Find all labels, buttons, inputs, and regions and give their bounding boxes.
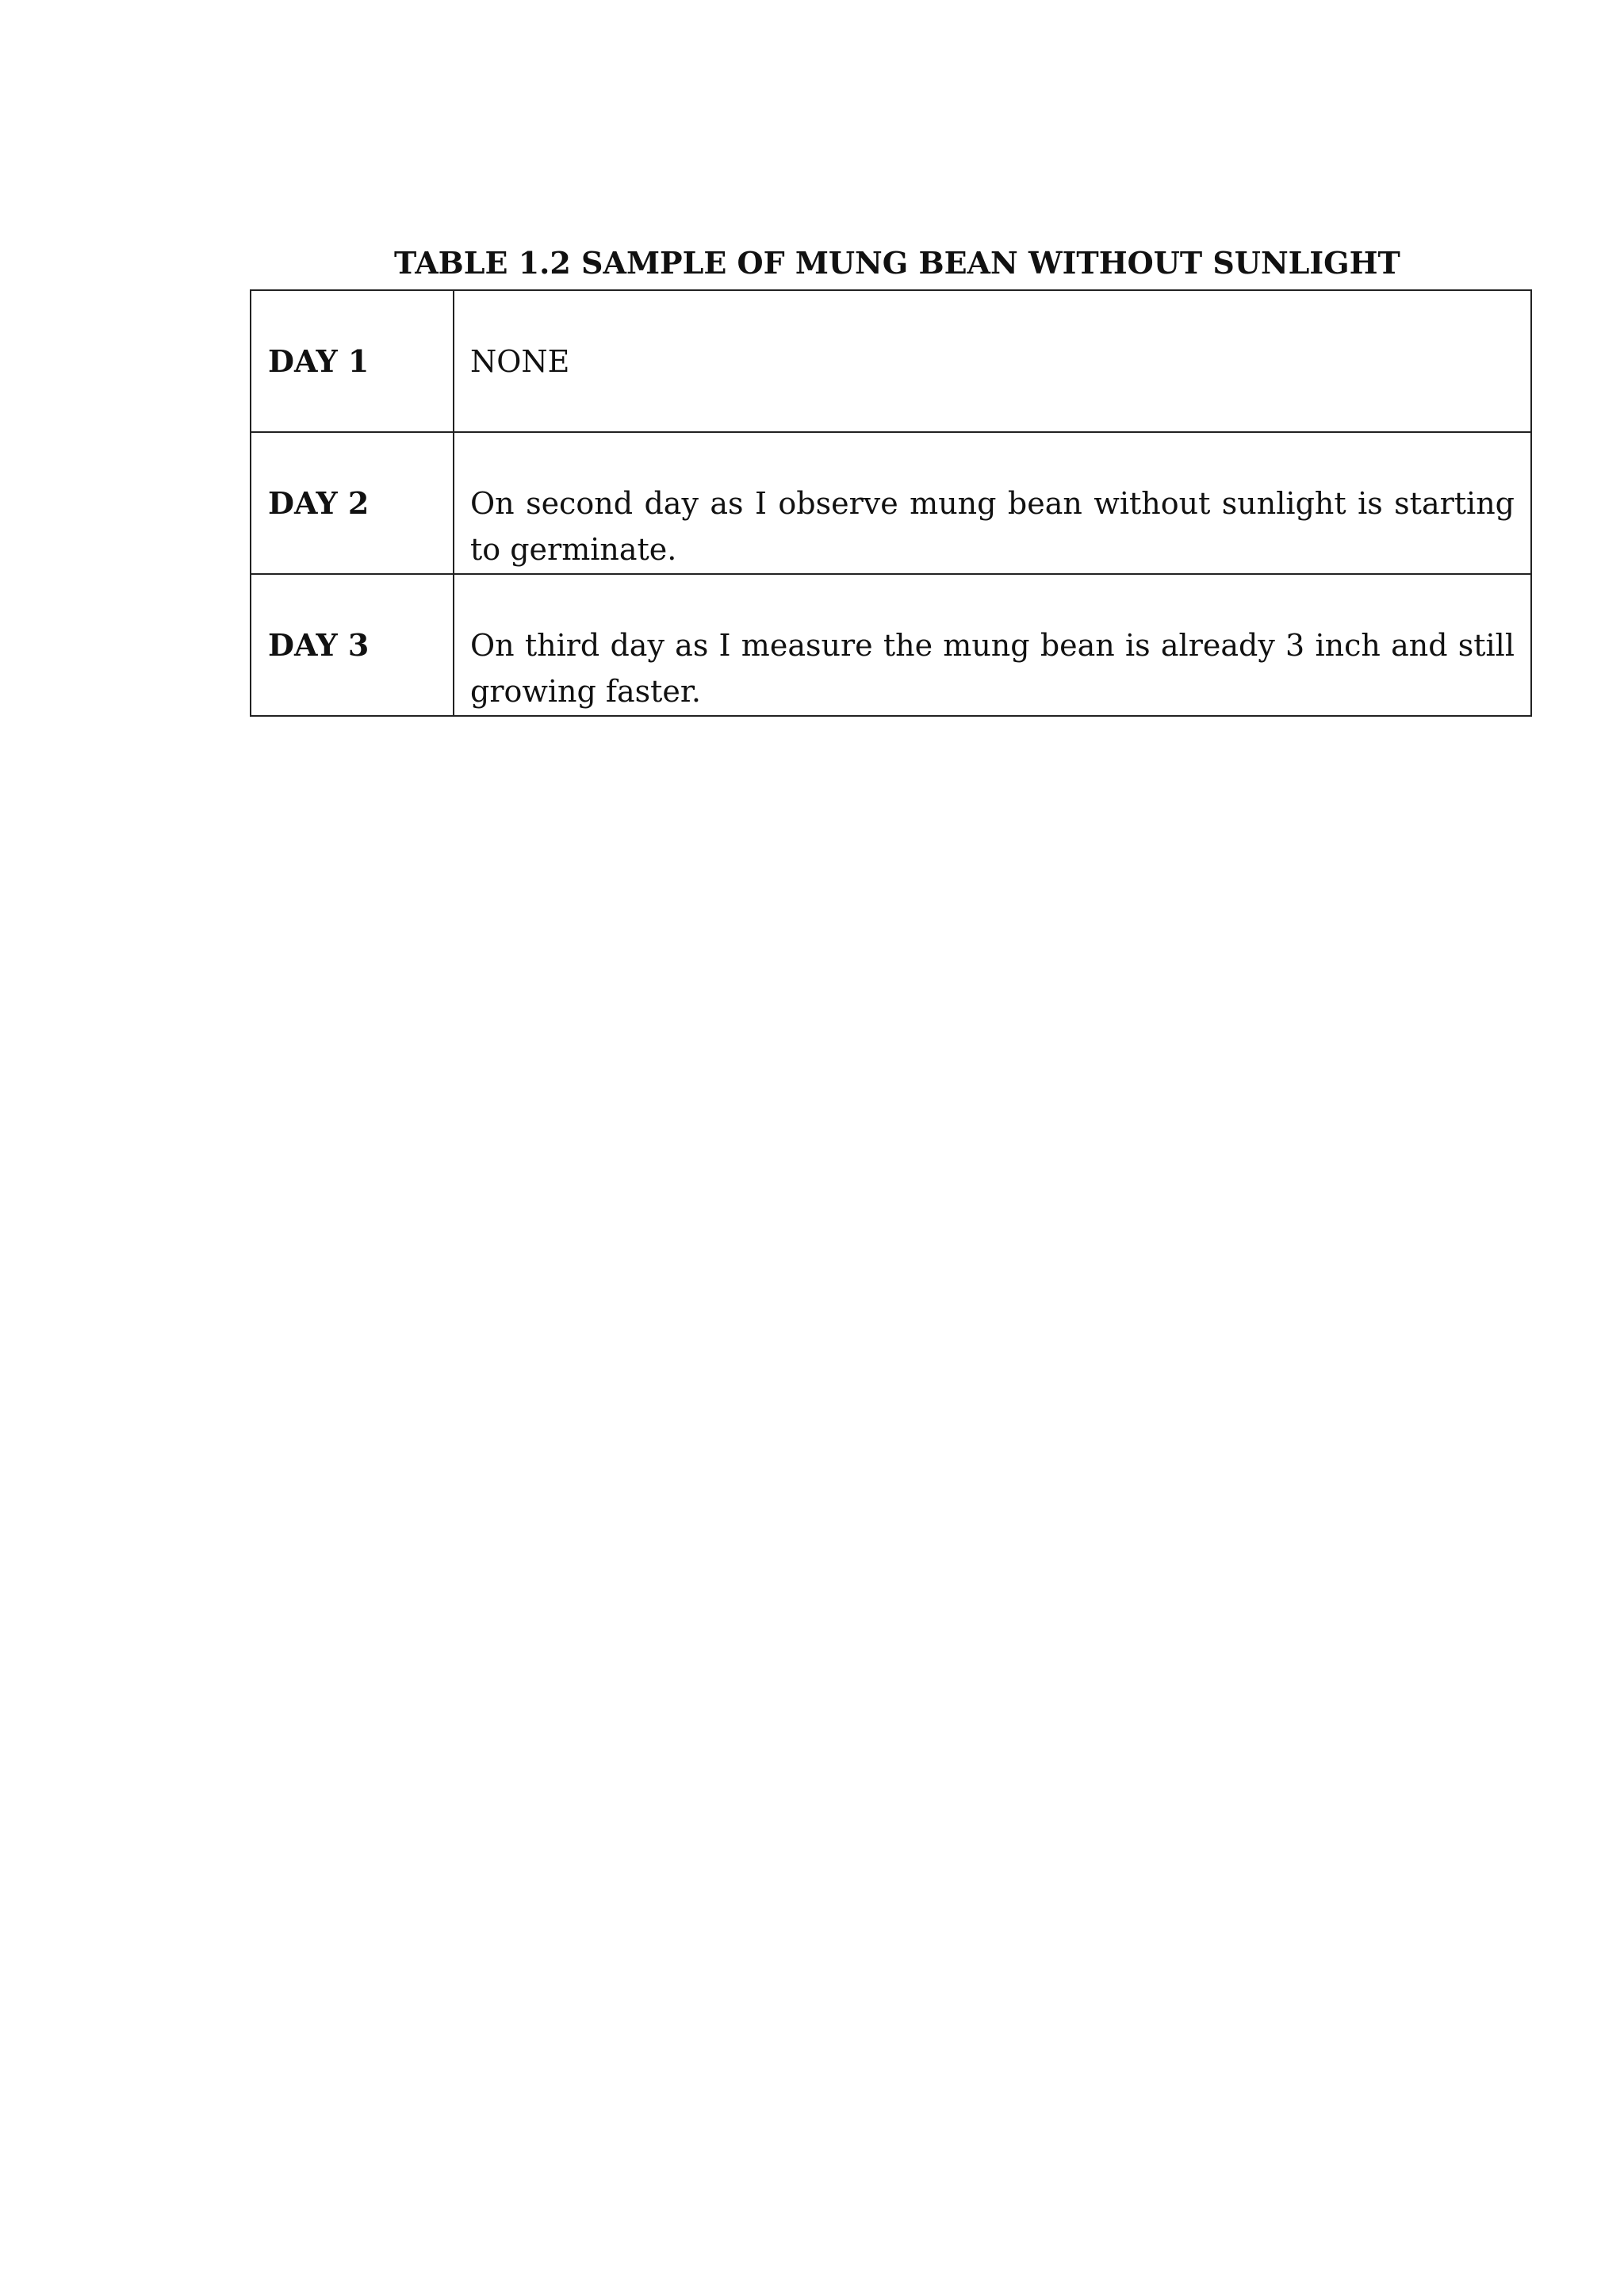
observation-text: On second day as I observe mung bean without sunlight is starting to germinate. bbox=[470, 486, 1515, 567]
day-label: DAY 3 bbox=[268, 627, 370, 663]
table-row bbox=[251, 290, 1531, 432]
observation-cell bbox=[454, 290, 1531, 432]
table-caption: TABLE 1.2 SAMPLE OF MUNG BEAN WITHOUT SUNLIGHT bbox=[394, 245, 1400, 281]
day-label: DAY 1 bbox=[268, 343, 370, 379]
day-label: DAY 2 bbox=[268, 485, 370, 521]
day-cell bbox=[251, 574, 454, 716]
observation-cell bbox=[454, 432, 1531, 574]
observation-text: On third day as I measure the mung bean is already 3 inch and still growing faster. bbox=[470, 628, 1515, 709]
observation-text: NONE bbox=[470, 344, 570, 379]
day-cell bbox=[251, 290, 454, 432]
day-cell bbox=[251, 432, 454, 574]
observation-cell bbox=[454, 574, 1531, 716]
table-row bbox=[251, 574, 1531, 716]
table-row bbox=[251, 432, 1531, 574]
observation-table bbox=[250, 289, 1532, 717]
